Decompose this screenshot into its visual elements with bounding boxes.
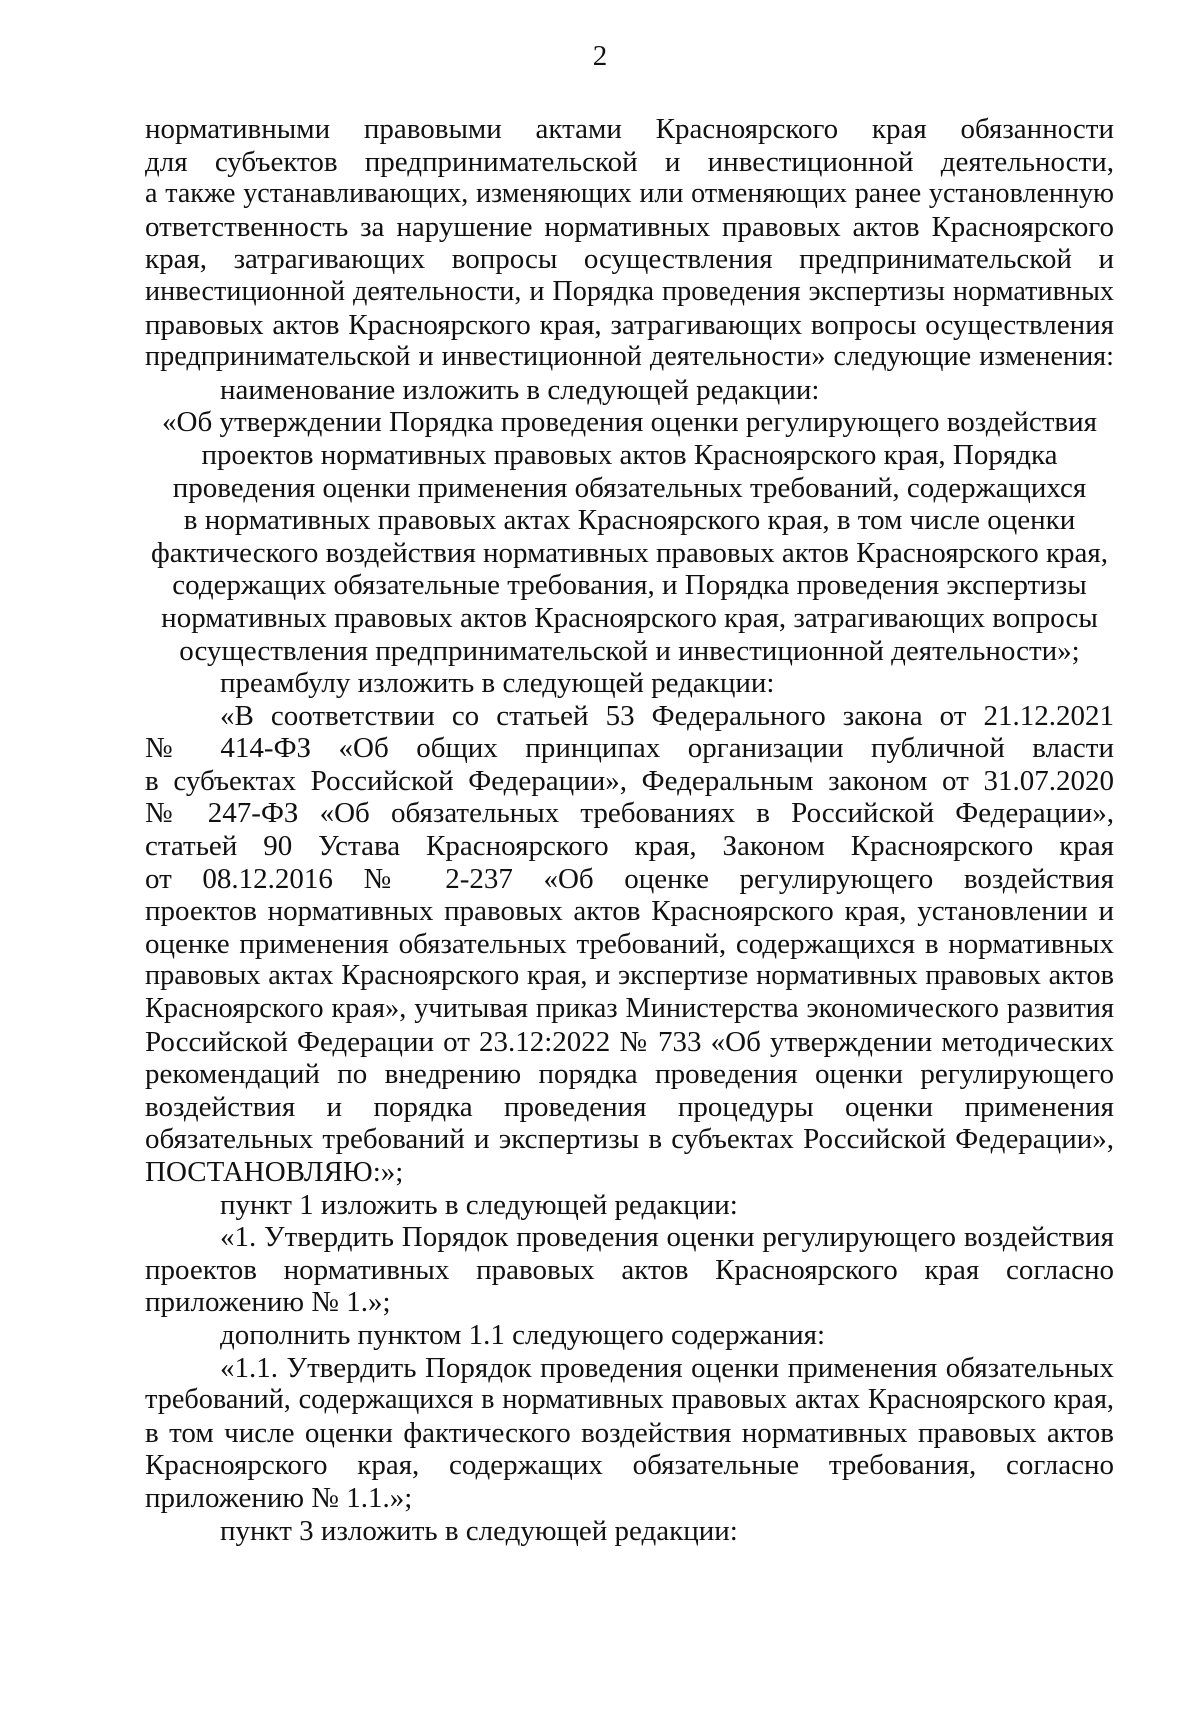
text-line: предпринимательской и инвестиционной деятельности» следующие изменения: [145,341,1114,373]
text-line: пункт 3 изложить в следующей редакции: [220,1514,738,1547]
text-line: статьей 90 Устава Красноярского края, Законом Красноярского края [145,830,1114,863]
text-line: а также устанавливающих, изменяющих или отменяющих ранее установленную [145,178,1114,210]
text-line: оценке применения обязательных требований, содержащихся в нормативных [145,927,1114,960]
text-line: края, затрагивающих вопросы осуществления предпринимательской и [145,243,1114,276]
text-line: осуществления предпринимательской и инвестиционной деятельности»; [179,634,1080,667]
text-line: проведения оценки применения обязательных требований, содержащихся [172,471,1087,504]
text-line: ПОСТАНОВЛЯЮ:»; [145,1156,404,1188]
text-line: преамбулу изложить в следующей редакции: [220,667,775,700]
text-line: № 414-ФЗ «Об общих принципах организации публичной власти [145,732,1114,765]
text-line: в субъектах Российской Федерации», Федеральным законом от 31.07.2020 [145,764,1114,797]
text-line: Российской Федерации от 23.12:2022 № 733 «Об утверждении методических [145,1025,1114,1058]
text-line: для субъектов предпринимательской и инвестиционной деятельности, [145,145,1114,178]
text-line: Красноярского края», учитывая приказ Министерства экономического развития [145,993,1114,1025]
text-line: № 247-ФЗ «Об обязательных требованиях в Российской Федерации», [145,797,1114,830]
text-line: рекомендаций по внедрению порядка проведения оценки регулирующего [145,1058,1114,1091]
text-line: проектов нормативных правовых актов Красноярского края, Порядка [201,438,1058,471]
text-line: «1.1. Утвердить Порядок проведения оценки применения обязательных [220,1351,1114,1384]
text-line: проектов нормативных правовых актов Красноярского края согласно [145,1253,1114,1286]
text-line: нормативными правовыми актами Красноярского края обязанности [145,113,1114,145]
text-line: в нормативных правовых актах Красноярского края, в том числе оценки [183,504,1076,537]
text-line: содержащих обязательные требования, и Порядка проведения экспертизы [172,569,1087,602]
text-line: воздействия и порядка проведения процедуры оценки применения [145,1090,1114,1123]
text-line: приложению № 1.1.»; [145,1481,413,1514]
text-line: обязательных требований и экспертизы в субъектах Российской Федерации», [145,1123,1114,1156]
text-line: проектов нормативных правовых актов Красноярского края, установлении и [145,895,1114,928]
text-line: нормативных правовых актов Красноярского края, затрагивающих вопросы [161,601,1098,634]
text-line: «Об утверждении Порядка проведения оценки регулирующего воздействия [162,406,1097,439]
body-text [145,113,1114,1547]
text-line: «В соответствии со статьей 53 Федерального закона от 21.12.2021 [220,699,1114,732]
text-line: ответственность за нарушение нормативных правовых актов Красноярского [145,210,1114,243]
text-line: дополнить пунктом 1.1 следующего содержания: [220,1318,826,1351]
text-line: требований, содержащихся в нормативных правовых актах Красноярского края, [145,1384,1114,1416]
text-line: в том числе оценки фактического воздействия нормативных правовых актов [145,1416,1114,1449]
scan-artifact [237,1646,247,1656]
page-number: 2 [592,40,608,72]
text-line: наименование изложить в следующей редакции: [220,373,820,406]
text-line: Красноярского края, содержащих обязательные требования, согласно [145,1449,1114,1482]
text-line: правовых актов Красноярского края, затрагивающих вопросы осуществления [145,308,1114,341]
text-line: пункт 1 изложить в следующей редакции: [220,1188,738,1221]
text-line: «1. Утвердить Порядок проведения оценки регулирующего воздействия [220,1221,1114,1254]
text-line: приложению № 1.»; [145,1286,391,1319]
text-line: инвестиционной деятельности, и Порядка проведения экспертизы нормативных [145,275,1114,307]
text-line: от 08.12.2016 № 2-237 «Об оценке регулирующего воздействия [145,862,1114,895]
text-line: фактического воздействия нормативных правовых актов Красноярского края, [150,536,1109,569]
text-line: правовых актах Красноярского края, и экспертизе нормативных правовых актов [145,960,1114,992]
